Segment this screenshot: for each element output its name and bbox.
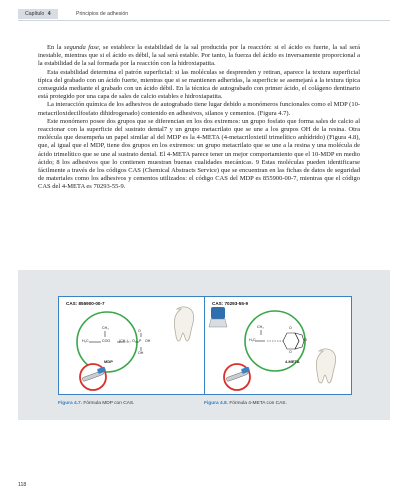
figure-panel <box>18 270 390 420</box>
paragraph-2: Esta estabilidad determina el patrón superficial: si las moléculas se desprenden y retiran, aparece la textura superficial típica del grabado con un ácido fuerte, mientras que si se mantienen adheridas, la superficie se asemejará a la textura típica conseguida mediante el grabado con un ácido débil. En la técnica de autograbado con primer ácido, el colágeno dentinario está protegido por una capa de sales de calcio estables e hidroxiapatita. <box>38 68 360 101</box>
chem-oh-bottom: OH <box>138 351 144 355</box>
page-number: 118 <box>18 482 27 488</box>
chem-o-4meta-top: O <box>289 326 292 330</box>
4meta-illustration <box>205 297 351 394</box>
cas-code-4meta: CAS: 70293-55-9 <box>212 301 249 306</box>
bottle-icon <box>209 319 227 327</box>
caption-figure-4-8 <box>204 401 287 406</box>
mdp-illustration <box>59 297 205 394</box>
chem-h2c-4meta: H₂C <box>249 338 256 342</box>
chem-ch2: (CH₂)₁₀ <box>119 339 131 343</box>
chem-ch3-mdp: CH₃ <box>102 326 109 330</box>
chem-o-mdp: O <box>132 339 135 343</box>
caption-label-4-7: Figura 4.7. <box>58 401 82 406</box>
paragraph-3: La interacción química de los adhesivos de autograbado tiene lugar debido a monómeros funcionales como el MDP (10-metacriloxidecilfosfato dihidrogenado) contenido en adhesivos, silanos y cementos. (Figura 4.7). <box>38 101 360 117</box>
figure-4-8 <box>204 296 352 395</box>
chapter-title: Principios de adhesión <box>76 11 129 17</box>
chapter-tab <box>18 9 58 19</box>
caption-text-4-7: Fórmula MDP con CAS. <box>82 401 135 406</box>
chapter-label: Capítulo <box>25 11 45 17</box>
chem-coo: COO <box>102 339 111 343</box>
chem-p: P <box>139 339 142 343</box>
chem-o-4meta-bottom: O <box>289 350 292 354</box>
tooth-icon-b <box>316 349 335 383</box>
mdp-label: MDP <box>104 359 113 364</box>
chapter-number: 4 <box>47 11 51 17</box>
paragraph-1-italic: segunda fase <box>64 44 99 51</box>
4meta-label: 4-META <box>285 359 300 364</box>
chem-o-4meta-right: O <box>304 338 307 342</box>
chem-h2c-mdp: H₂C <box>82 339 89 343</box>
cas-code-mdp: CAS: 855900-00-7 <box>66 301 105 306</box>
chem-ch3-4meta: CH₃ <box>257 325 264 329</box>
caption-label-4-8: Figura 4.8. <box>204 401 228 406</box>
paragraph-1-end: , se establece la estabilidad de la sal producida por la reacción: si el ácido es fuerte, la sal será inestable, mientras que si el ácido es débil, la sal será estable. Por tanto, la fuerza del ácido es inversamente proporcional a la estabilidad de la sal formada por la reacción con la hidroxiapatita. <box>38 44 360 68</box>
chem-oh-right: OH <box>145 339 151 343</box>
tooth-icon <box>174 307 193 341</box>
paragraph-1-start: En la <box>47 44 65 51</box>
paragraph-4: Este monómero posee dos grupos que se diferencian en los dos extremos: un grupo fosfato que forma sales de calcio al reaccionar con la superficie del sustrato dental7 y un grupo metacrilato que se une a los grupos OH de la resina. Otra molécula que desempeña un papel similar al del MDP es la 4-META (4-metacriloxietil trimelítico anhídrido) (Figura 4.8), que, al igual que el MDP, tiene dos grupos en los extremos: un grupo metacrilato que se une a la resina y una molécula de ácido trimelítico que se une al sustrato dental. El 4-META parece tener un mejor comportamiento que el 10-MDP en medio ácido; 8 los adhesivos que lo contienen muestran buenas cualidades mecánicas. 9 Estas moléculas pueden identificarse fácilmente a través de los códigos CAS (Chemical Abstracts Service) que se encuentran en las fichas de datos de seguridad de materiales como los adhesivos y cementos utilizados: el código CAS del MDP es 855900-00-7, mientras que el código CAS del 4-META es 70293-55-9. <box>38 117 360 191</box>
caption-text-4-8: Fórmula 4-META con CAS. <box>228 401 287 406</box>
running-header <box>18 8 390 21</box>
figure-4-7 <box>58 296 206 395</box>
body-text <box>38 44 360 192</box>
caption-figure-4-7 <box>58 401 134 406</box>
chem-o-top: O <box>138 329 141 333</box>
bottle-cap-icon <box>211 307 225 319</box>
paragraph-1 <box>38 44 360 69</box>
